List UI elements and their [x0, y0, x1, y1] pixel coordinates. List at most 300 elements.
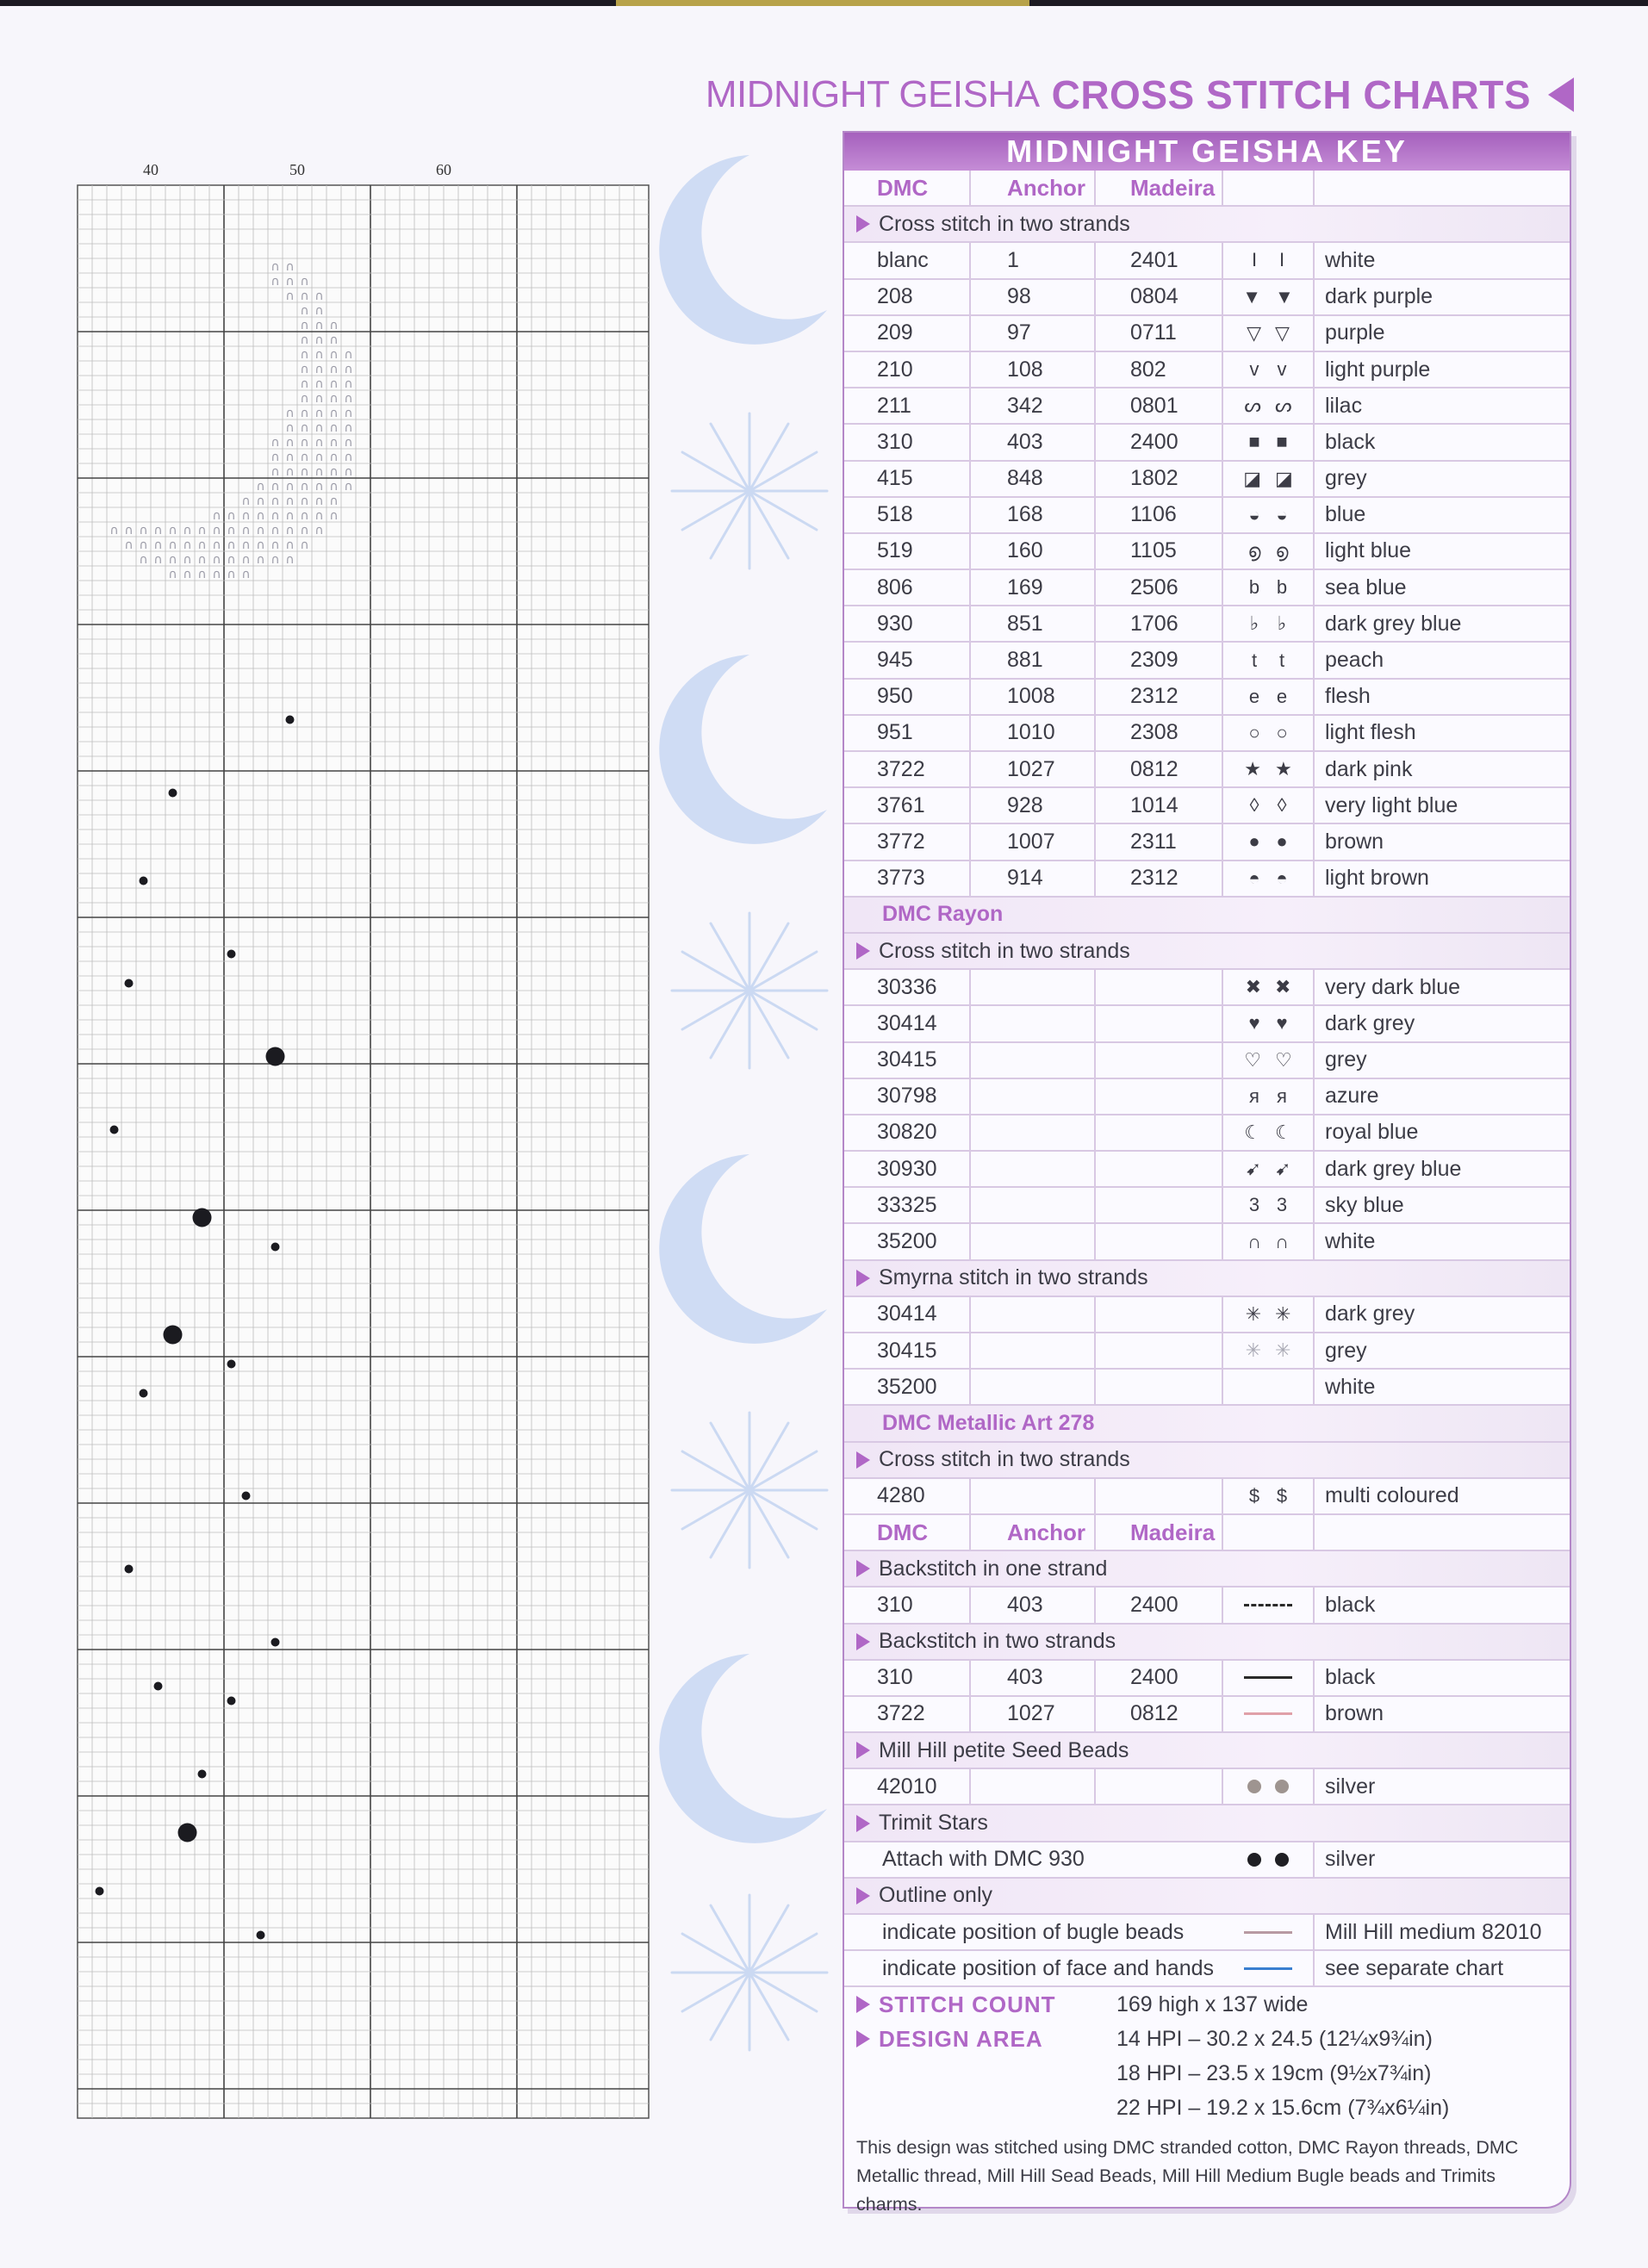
stitch-symbol [1223, 1661, 1315, 1695]
anchor-code [971, 1188, 1096, 1222]
bead-dot-icon [227, 1697, 236, 1706]
dmc-code: 30415 [844, 1333, 971, 1368]
key-section-row [844, 1625, 1570, 1661]
stitch-mark: ∩ [285, 289, 295, 303]
key-section-row [844, 1733, 1570, 1769]
stitch-mark: ∩ [139, 553, 148, 567]
top-edge-bar [0, 0, 1648, 6]
chart-grid [34, 159, 672, 2149]
stitch-symbol [1223, 1043, 1315, 1078]
page-header [706, 69, 1574, 121]
symbol-glyph-icon: ✖ [1275, 976, 1291, 998]
key-thread-row [844, 1588, 1570, 1624]
dmc-code: 310 [844, 425, 971, 459]
symbol-glyph-icon: v [1249, 358, 1259, 381]
key-thread-row [844, 1769, 1570, 1805]
anchor-code: 169 [971, 570, 1096, 605]
bead-dot-icon [154, 1682, 163, 1691]
thread-name: black [1325, 429, 1376, 454]
key-section-row [844, 1879, 1570, 1915]
col-header-dmc: DMC [844, 171, 971, 205]
bead-dot-icon [178, 1824, 197, 1842]
thread-name: light brown [1325, 866, 1429, 891]
symbol-glyph-icon: ■ [1248, 431, 1260, 453]
design-area-row-3 [844, 2091, 1570, 2125]
stitch-symbol [1223, 1951, 1315, 1985]
stitch-mark: ∩ [344, 465, 353, 479]
symbol-glyph-icon: ൭ [1275, 539, 1289, 562]
bead-dot-icon [242, 1492, 251, 1501]
design-area-value-22: 22 HPI – 19.2 x 15.6cm (7¾x6¼in) [1116, 2095, 1450, 2120]
section-label-text: Cross stitch in two strands [879, 1447, 1130, 1472]
dmc-code: 930 [844, 606, 971, 641]
symbol-glyph-icon: ◊ [1249, 794, 1259, 817]
key-thread-row [844, 1043, 1570, 1079]
stitch-symbol [1223, 534, 1315, 569]
stitch-mark: ∩ [300, 363, 309, 376]
key-thread-row [844, 752, 1570, 788]
key-table [843, 131, 1571, 2215]
thread-name: see separate chart [1325, 1955, 1504, 1980]
stitch-mark: ∩ [300, 289, 309, 303]
thread-name: dark purple [1325, 284, 1433, 309]
stitch-symbol [1223, 1697, 1315, 1731]
triangle-bullet-icon [856, 215, 870, 233]
key-thread-row [844, 716, 1570, 752]
stitch-mark: ∩ [344, 377, 353, 391]
thread-name: dark grey [1325, 1302, 1415, 1327]
section-label [856, 1879, 992, 1913]
section-label [856, 207, 1130, 241]
subheading-text: DMC Rayon [882, 902, 1004, 927]
symbol-glyph-icon: $ [1276, 1484, 1288, 1507]
madeira-code: 0804 [1096, 280, 1223, 314]
key-section-row [844, 1443, 1570, 1479]
thread-name: white [1325, 1229, 1376, 1254]
stitch-symbol [1223, 752, 1315, 786]
triangle-bullet-icon [856, 2030, 870, 2047]
thread-name: very light blue [1325, 792, 1458, 817]
key-thread-row [844, 534, 1570, 570]
key-thread-row [844, 1115, 1570, 1152]
solid-line-icon [1244, 1967, 1292, 1970]
symbol-glyph-icon: ✳ [1275, 1339, 1291, 1362]
stitch-mark: ∩ [139, 524, 148, 537]
stitch-mark: ∩ [300, 304, 309, 318]
stitch-mark: ∩ [314, 289, 324, 303]
symbol-glyph-icon: ➹ [1275, 1158, 1291, 1180]
stitch-symbol [1223, 1188, 1315, 1222]
bead-dot-icon [169, 789, 177, 798]
key-thread-row [844, 1224, 1570, 1260]
key-thread-row [844, 352, 1570, 388]
stitch-mark: ∩ [197, 568, 207, 581]
anchor-code: 108 [971, 352, 1096, 387]
bead-dot-icon [193, 1209, 212, 1227]
anchor-code: 403 [971, 1588, 1096, 1622]
stitch-mark: ∩ [314, 392, 324, 406]
anchor-code: 1010 [971, 716, 1096, 750]
madeira-code [1096, 1188, 1223, 1222]
col-header-name [1315, 1515, 1568, 1550]
section-label-text: Trimit Stars [879, 1811, 988, 1836]
bead-dot-icon [96, 1887, 104, 1896]
stitch-mark: ∩ [300, 348, 309, 362]
madeira-code: 2309 [1096, 643, 1223, 677]
col-header-symbol [1223, 1515, 1315, 1550]
stitch-mark: ∩ [256, 524, 265, 537]
bead-dot-icon [140, 877, 148, 885]
stitch-mark: ∩ [168, 524, 177, 537]
thread-name: brown [1325, 1701, 1384, 1726]
dmc-code: 3722 [844, 752, 971, 786]
stitch-symbol [1223, 1224, 1315, 1258]
dmc-code: 35200 [844, 1224, 971, 1258]
anchor-code: 1008 [971, 680, 1096, 714]
stitch-mark: ∩ [285, 480, 295, 494]
anchor-code: 848 [971, 462, 1096, 496]
madeira-code: 2308 [1096, 716, 1223, 750]
symbol-glyph-icon: ✳ [1245, 1339, 1261, 1362]
stitch-mark: ∩ [183, 553, 192, 567]
key-section-row [844, 934, 1570, 970]
symbol-glyph-icon: ♡ [1244, 1048, 1261, 1071]
stitch-symbol [1223, 824, 1315, 859]
thread-name: light purple [1325, 357, 1431, 382]
key-thread-row [844, 970, 1570, 1006]
key-thread-row [844, 1661, 1570, 1697]
thread-name: dark grey [1325, 1010, 1415, 1035]
bead-dot-icon [125, 979, 134, 988]
stitch-mark: ∩ [241, 568, 251, 581]
design-area-value-18: 18 HPI – 23.5 x 19cm (9½x7¾in) [1116, 2060, 1432, 2085]
triangle-bullet-icon [856, 1451, 870, 1469]
dmc-code: 35200 [844, 1370, 971, 1404]
symbol-glyph-icon: ★ [1275, 758, 1292, 780]
stitch-mark: ∩ [183, 524, 192, 537]
bead-dot-icon [271, 1638, 280, 1647]
section-label-text: Backstitch in one strand [879, 1556, 1108, 1581]
bead-icon [1275, 1853, 1289, 1867]
key-title: MIDNIGHT GEISHA KEY [844, 133, 1570, 171]
stitch-mark: ∩ [300, 421, 309, 435]
dmc-code: 415 [844, 462, 971, 496]
symbol-glyph-icon: ☾ [1275, 1121, 1292, 1143]
anchor-code [971, 1769, 1096, 1804]
stitch-mark: ∩ [329, 363, 339, 376]
stitch-mark: ∩ [329, 407, 339, 420]
anchor-code [971, 1370, 1096, 1404]
stitch-symbol [1223, 1297, 1315, 1332]
stitch-mark: ∩ [197, 538, 207, 552]
stitch-mark: ∩ [227, 524, 236, 537]
section-label [856, 1805, 988, 1840]
decoration-column [655, 146, 844, 2110]
section-label-text: Backstitch in two strands [879, 1629, 1116, 1654]
stitch-mark: ∩ [124, 538, 134, 552]
section-label-text: Smyrna stitch in two strands [879, 1265, 1148, 1290]
madeira-code: 2506 [1096, 570, 1223, 605]
symbol-glyph-icon: I [1278, 249, 1285, 271]
dmc-code: 30820 [844, 1115, 971, 1150]
symbol-glyph-icon: $ [1248, 1484, 1260, 1507]
subheading-text: DMC Metallic Art 278 [882, 1410, 1095, 1435]
triangle-bullet-icon [856, 1560, 870, 1577]
symbol-glyph-icon: ○ [1276, 721, 1288, 743]
design-area-value-14: 14 HPI – 30.2 x 24.5 (12¼x9¾in) [1116, 2026, 1433, 2051]
section-label-text: Cross stitch in two strands [879, 211, 1130, 236]
madeira-code: 1105 [1096, 534, 1223, 569]
solid-line-icon [1244, 1676, 1292, 1679]
dmc-code: 30798 [844, 1079, 971, 1114]
key-thread-row [844, 1333, 1570, 1370]
symbol-glyph-icon: ᔕ [1275, 395, 1292, 417]
stitch-symbol [1223, 861, 1315, 896]
stitch-count-label [856, 1987, 1056, 2022]
anchor-code: 97 [971, 316, 1096, 351]
symbol-glyph-icon: ◓ [1248, 867, 1260, 889]
dmc-code: 806 [844, 570, 971, 605]
header-arrow-icon [1548, 78, 1574, 112]
thread-name: very dark blue [1325, 974, 1461, 999]
key-thread-row [844, 1479, 1570, 1515]
thread-name: silver [1325, 1847, 1376, 1872]
stitch-mark: ∩ [256, 553, 265, 567]
key-thread-row [844, 788, 1570, 824]
bead-dot-icon [198, 1770, 207, 1779]
stitch-mark: ∩ [271, 480, 280, 494]
bead-dot-icon [266, 1047, 285, 1066]
stitch-mark: ∩ [271, 436, 280, 450]
madeira-code [1096, 1115, 1223, 1150]
stitch-mark: ∩ [344, 363, 353, 376]
col-header-madeira: Madeira [1096, 1515, 1223, 1550]
symbol-glyph-icon: ◒ [1248, 503, 1260, 525]
stitch-mark: ∩ [285, 450, 295, 464]
dmc-code: 4280 [844, 1479, 971, 1513]
madeira-code: 2400 [1096, 1588, 1223, 1622]
stitch-mark: ∩ [271, 538, 280, 552]
madeira-code: 2401 [1096, 243, 1223, 277]
stitch-mark: ∩ [329, 333, 339, 347]
thread-name: grey [1325, 1047, 1367, 1072]
madeira-code: 2311 [1096, 824, 1223, 859]
bead-dot-icon [271, 1243, 280, 1252]
bead-icon [1275, 1780, 1289, 1793]
madeira-code: 0812 [1096, 1697, 1223, 1731]
stitch-mark: ∩ [314, 509, 324, 523]
key-note-row [844, 1951, 1570, 1987]
dmc-code: 3722 [844, 1697, 971, 1731]
stitch-mark: ∩ [300, 480, 309, 494]
dmc-code: blanc [844, 243, 971, 277]
section-label [856, 1443, 1130, 1477]
bead-icon [1247, 1853, 1261, 1867]
thread-name: dark grey blue [1325, 1156, 1462, 1181]
symbol-glyph-icon: ◪ [1243, 467, 1261, 489]
madeira-code: 0801 [1096, 388, 1223, 423]
key-thread-row [844, 824, 1570, 861]
thread-name: brown [1325, 829, 1384, 854]
triangle-bullet-icon [856, 1270, 870, 1287]
stitch-mark: ∩ [285, 260, 295, 274]
stitch-mark: ∩ [124, 524, 134, 537]
key-thread-row [844, 498, 1570, 534]
thread-name: white [1325, 1374, 1376, 1399]
key-column-headers-repeat [844, 1515, 1570, 1551]
madeira-code: 0711 [1096, 316, 1223, 351]
stitch-symbol [1223, 1915, 1315, 1949]
stitch-mark: ∩ [344, 392, 353, 406]
madeira-code [1096, 1043, 1223, 1078]
stitch-mark: ∩ [314, 363, 324, 376]
col-header-anchor: Anchor [971, 171, 1096, 205]
symbol-glyph-icon: t [1278, 649, 1285, 671]
stitch-mark: ∩ [314, 436, 324, 450]
key-thread-row [844, 462, 1570, 498]
key-thread-row [844, 1188, 1570, 1224]
bead-dot-icon [286, 716, 295, 724]
thread-name: dark grey blue [1325, 611, 1462, 636]
symbol-glyph-icon: ♥ [1248, 1012, 1260, 1035]
key-note-row [844, 1842, 1570, 1879]
key-section-row [844, 1261, 1570, 1297]
stitch-mark: ∩ [285, 407, 295, 420]
madeira-code: 1106 [1096, 498, 1223, 532]
stitch-mark: ∩ [241, 538, 251, 552]
stitch-symbol [1223, 1152, 1315, 1186]
dmc-code: 945 [844, 643, 971, 677]
stitch-mark: ∩ [329, 392, 339, 406]
anchor-code: 342 [971, 388, 1096, 423]
column-number-label: 60 [436, 161, 451, 178]
thread-name: light flesh [1325, 720, 1416, 745]
stitch-mark: ∩ [300, 509, 309, 523]
symbol-glyph-icon: ♭ [1277, 612, 1287, 635]
bead-icon [1247, 1780, 1261, 1793]
key-thread-row [844, 388, 1570, 425]
stitch-mark: ∩ [344, 450, 353, 464]
stitch-mark: ∩ [344, 348, 353, 362]
stitch-mark: ∩ [300, 275, 309, 289]
design-area-label-text: DESIGN AREA [879, 2025, 1043, 2052]
anchor-code: 403 [971, 425, 1096, 459]
stitch-symbol [1223, 425, 1315, 459]
thread-name: azure [1325, 1084, 1379, 1109]
thread-name: purple [1325, 320, 1385, 345]
stitch-symbol [1223, 643, 1315, 677]
stitch-mark: ∩ [271, 494, 280, 508]
thread-name: grey [1325, 466, 1367, 491]
dmc-code: 211 [844, 388, 971, 423]
stitch-mark: ∩ [329, 494, 339, 508]
thread-name: black [1325, 1665, 1376, 1690]
stitch-mark: ∩ [300, 392, 309, 406]
stitch-mark: ∩ [183, 538, 192, 552]
stitch-count-label-text: STITCH COUNT [879, 1991, 1056, 2017]
key-thread-row [844, 570, 1570, 606]
stitch-mark: ∩ [314, 319, 324, 332]
stitch-mark: ∩ [314, 407, 324, 420]
symbol-glyph-icon: I [1251, 249, 1258, 271]
thread-name: multi coloured [1325, 1483, 1459, 1508]
moon-icon [659, 655, 827, 844]
triangle-bullet-icon [856, 1887, 870, 1904]
stitch-symbol [1223, 606, 1315, 641]
stitch-mark: ∩ [300, 319, 309, 332]
anchor-code [971, 1115, 1096, 1150]
key-thread-row [844, 680, 1570, 716]
stitch-mark: ∩ [153, 524, 163, 537]
madeira-code: 2400 [1096, 1661, 1223, 1695]
section-label-text: Outline only [879, 1883, 993, 1908]
symbol-glyph-icon: ▽ [1275, 321, 1290, 344]
stitch-mark: ∩ [212, 524, 221, 537]
madeira-code [1096, 1006, 1223, 1041]
col-header-symbol [1223, 171, 1315, 205]
anchor-code: 1007 [971, 824, 1096, 859]
header-title-bold: CROSS STITCH CHARTS [1051, 72, 1531, 117]
bead-dot-icon [140, 1389, 148, 1398]
anchor-code [971, 1079, 1096, 1114]
stitch-mark: ∩ [285, 465, 295, 479]
bead-dot-icon [125, 1565, 134, 1574]
symbol-glyph-icon: ♥ [1276, 1012, 1288, 1035]
col-header-name [1315, 171, 1568, 205]
stitch-mark: ∩ [300, 494, 309, 508]
bead-dot-icon [164, 1326, 183, 1345]
stitch-mark: ∩ [212, 553, 221, 567]
symbol-glyph-icon: ● [1248, 830, 1260, 853]
key-subheading-row [844, 1406, 1570, 1442]
madeira-code: 2312 [1096, 680, 1223, 714]
dmc-code: 210 [844, 352, 971, 387]
stitch-mark: ∩ [314, 524, 324, 537]
key-thread-row [844, 243, 1570, 279]
symbol-glyph-icon: ▽ [1247, 321, 1261, 344]
stitch-symbol [1223, 316, 1315, 351]
madeira-code: 1014 [1096, 788, 1223, 823]
design-area-label [856, 2022, 1043, 2056]
madeira-code: 1706 [1096, 606, 1223, 641]
stitch-mark: ∩ [300, 524, 309, 537]
stitch-mark: ∩ [197, 524, 207, 537]
dmc-code: 30930 [844, 1152, 971, 1186]
dmc-code: 950 [844, 680, 971, 714]
moon-star-decoration [655, 146, 844, 2110]
symbol-glyph-icon: ✳ [1245, 1302, 1261, 1325]
stitch-mark: ∩ [197, 553, 207, 567]
stitch-mark: ∩ [314, 450, 324, 464]
key-subheading-row [844, 898, 1570, 934]
section-label [856, 1625, 1116, 1659]
thread-name: Mill Hill medium 82010 [1325, 1919, 1542, 1944]
stitch-mark: ∩ [271, 450, 280, 464]
stitch-mark: ∩ [344, 407, 353, 420]
dmc-code: 518 [844, 498, 971, 532]
anchor-code: 928 [971, 788, 1096, 823]
symbol-glyph-icon: ● [1276, 830, 1288, 853]
stitch-mark: ∩ [300, 436, 309, 450]
symbol-glyph-icon: ᴙ [1249, 1084, 1259, 1107]
symbol-glyph-icon: 3 [1276, 1194, 1288, 1216]
stitch-mark: ∩ [241, 524, 251, 537]
symbol-glyph-icon: ♡ [1275, 1048, 1292, 1071]
stitch-symbol [1223, 352, 1315, 387]
design-area-row-1 [844, 2022, 1570, 2056]
thread-name: peach [1325, 648, 1384, 673]
dmc-code: 3761 [844, 788, 971, 823]
